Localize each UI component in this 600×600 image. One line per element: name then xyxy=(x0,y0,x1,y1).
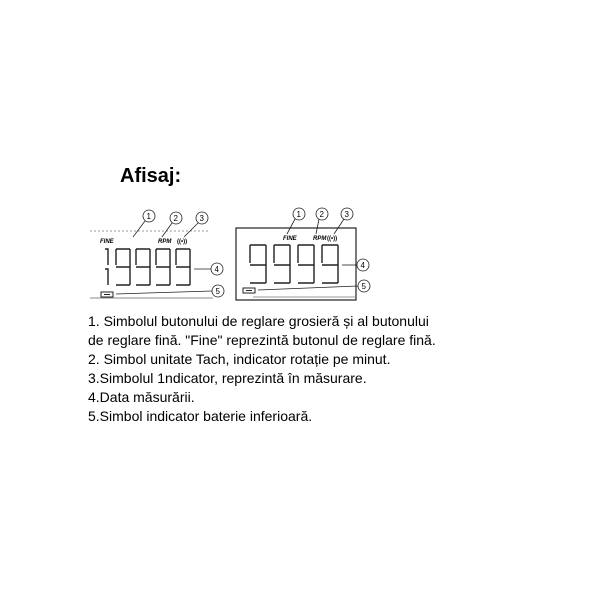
fine-label-right: FINE xyxy=(283,236,297,242)
rpm-label-right: RPM xyxy=(313,236,327,242)
description-line: 4.Data măsurării. xyxy=(88,389,195,405)
description-line: 1. Simbolul butonului de reglare grosieră și al butonului xyxy=(88,313,429,329)
signal-icon-left: ((•)) xyxy=(177,239,188,245)
fine-label-left: FINE xyxy=(100,239,114,245)
battery-icon-right xyxy=(243,288,255,293)
signal-icon-right: ((•)) xyxy=(327,236,338,242)
description-line: 5.Simbol indicator baterie inferioară. xyxy=(88,408,313,424)
callout-5-left: 5 xyxy=(215,287,220,296)
callout-2-right: 2 xyxy=(319,210,324,219)
description-list xyxy=(88,312,508,426)
digits-right xyxy=(250,245,338,283)
rpm-label-left: RPM xyxy=(158,239,172,245)
callout-1-left: 1 xyxy=(146,212,151,221)
battery-icon-left xyxy=(101,292,113,297)
description-line: 2. Simbol unitate Tach, indicator rotație pe minut. xyxy=(88,351,391,367)
callout-3-right: 3 xyxy=(344,210,349,219)
callout-2-left: 2 xyxy=(173,214,178,223)
page-title: Afisaj: xyxy=(120,165,182,187)
callout-1-right: 1 xyxy=(296,210,301,219)
callout-5-right: 5 xyxy=(361,282,366,291)
callout-3-left: 3 xyxy=(199,214,204,223)
description-line: 3.Simbolul 1ndicator, reprezintă în măsurare. xyxy=(88,370,367,386)
digits-left xyxy=(105,249,190,285)
lcd-display-diagram xyxy=(88,205,488,315)
callout-4-right: 4 xyxy=(360,261,365,270)
callout-4-left: 4 xyxy=(214,265,219,274)
description-line: de reglare fină. "Fine" reprezintă butonul de reglare fină. xyxy=(88,332,436,348)
